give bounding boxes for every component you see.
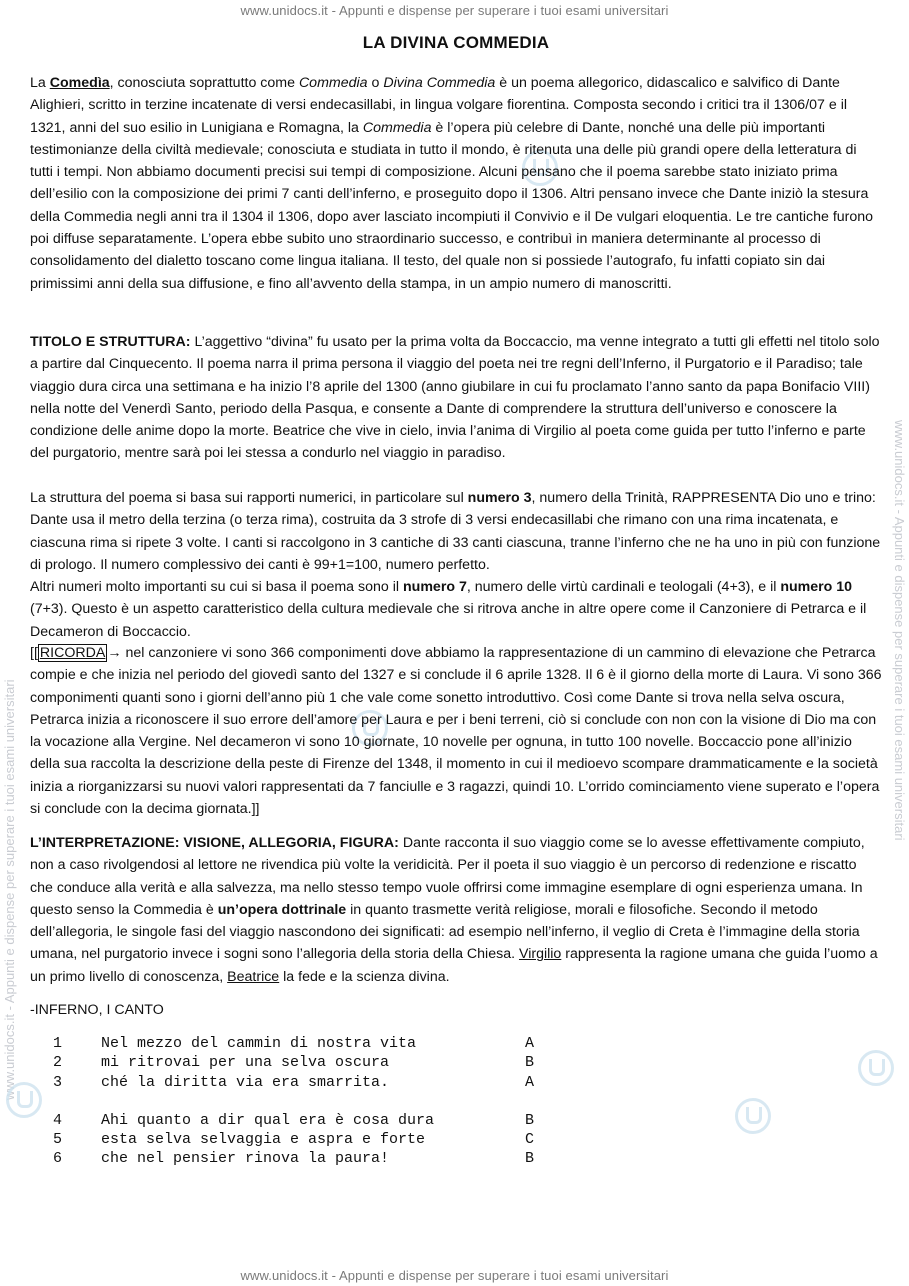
watermark-logo-icon [858, 1050, 894, 1086]
section-heading: L’INTERPRETAZIONE: VISIONE, ALLEGORIA, FIGURA: [30, 835, 399, 851]
watermark-bottom-banner: www.unidocs.it - Appunti e dispense per superare i tuoi esami universitari [240, 1268, 669, 1283]
section-heading: TITOLO E STRUTTURA: [30, 334, 191, 350]
watermark-logo-icon [735, 1098, 771, 1134]
watermark-top-banner: www.unidocs.it - Appunti e dispense per superare i tuoi esami universitari [240, 3, 669, 18]
document-title: LA DIVINA COMMEDIA [362, 33, 550, 52]
titolo-struttura-paragraph: TITOLO E STRUTTURA: L’aggettivo “divina” fu usato per la prima volta da Boccaccio, ma venne integrato a tutti gli effetti nel titolo solo a partire dal Cinquecento. Il poema narra il prima persona il viaggio del poeta nei tre regni dell’Inferno, il Purgatorio e il Paradiso; tale viaggio dura circa una settimana e ha inizio l’8 aprile del 1300 (anno giubilare in cui fu proclamato l’anno santo da papa Bonifacio VIII) nella notte del Venerdì Santo, periodo della Pasqua, e consente a Dante di comprendere la struttura dell’universo e conoscere la condizione delle anime dopo la morte. Beatrice che vive in cielo, invia l’anima di Virgilio al poeta come guida per tutto l’inferno e parte del purgatorio, mentre sarà poi lei stessa a condurlo nel viaggio in paradiso. [30, 334, 880, 462]
comedia-term: Comedìa [49, 75, 110, 91]
watermark-side-right: www.unidocs.it - Appunti e dispense per superare i tuoi esami universitari [892, 420, 907, 841]
interpretazione-paragraph: L’INTERPRETAZIONE: VISIONE, ALLEGORIA, FIGURA: Dante racconta il suo viaggio come se lo avesse effettivamente compiuto, non a caso rivolgendosi al lettore ne rivendica più volte la veridicità. Per il poeta il suo viaggio è un percorso di redenzione e riscatto che conduce alla verità e alla salvezza, ma nello stesso tempo vuole offrirsi come immagine esemplare di ogni esperienza umana. In questo senso la Commedia è un’opera dottrinale in quanto trasmette verità religiose, morali e filosofiche. Secondo il metodo dell’allegoria, le singole fasi del viaggio nascondono dei significati: ad esempio nell’inferno, il veglio di Creta è l’immagine della storia umana, nel purgatorio invece i sogni sono l’allegoria della storia della Chiesa. Virgilio rappresenta la ragione umana che guida l’uomo a un primo livello di conoscenza, Beatrice la fede e la scienza divina. [30, 835, 878, 985]
intro-paragraph: La Comedìa, conosciuta soprattutto come Commedia o Divina Commedia è un poema allegorico, didascalico e salvifico di Dante Alighieri, scritto in terzine incatenate di versi endecasillabi, in lingua volgare fiorentina. Composta secondo i critici tra il 1306/07 e il 1321, anni del suo esilio in Lunigiana e Romagna, la Commedia è l’opera più celebre di Dante, nonché una delle più importanti testimonianze della civiltà medievale; conosciuta e studiata in tutto il mondo, è ritenuta una delle più grandi opere della letteratura di tutti i tempi. Non abbiamo documenti precisi sui tempi di composizione. Alcuni pensano che il poema sarebbe stato iniziato prima dell’esilio con la composizione dei primi 7 canti dell’inferno, e proseguito dopo il 1306. Altri pensano invece che Dante iniziò la stesura della Commedia negli anni tra il 1304 il 1306, dopo aver lasciato incompiuti il Convivio e il De vulgari eloquentia. Le tre cantiche furono poi diffuse separatamente. L’opera ebbe subito uno straordinario successo, e contribuì in maniera determinante al processo di consolidamento del dialetto toscano come lingua italiana. Il testo, del quale non si possiede l’autografo, fu infatti copiato sin dai primissimi anni della sua diffusione, e fino all’avvento della stampa, in un ampio numero di manoscritti. [30, 75, 874, 292]
watermark-logo-icon [6, 1082, 42, 1118]
virgilio-term: Virgilio [518, 946, 562, 963]
watermark-side-left: www.unidocs.it - Appunti e dispense per superare i tuoi esami universitari [2, 679, 17, 1100]
beatrice-term: Beatrice [227, 968, 280, 985]
struttura-paragraph: La struttura del poema si basa sui rapporti numerici, in particolare sul numero 3, numero della Trinità, RAPPRESENTA Dio uno e trino: Dante usa il metro della terzina (o terza rima), costruita da 3 strofe di 3 versi endecasillabi che rimano con una rima incatenata, e ciascuna rima si ripete 3 volte. I canti si raccolgono in 3 cantiche di 33 canti ciascuna, tranne l’inferno che ne ha uno in più con funzione di prologo. Il numero complessivo dei canti è 99+1=100, numero perfetto. [30, 490, 881, 573]
inferno-canto-heading: -INFERNO, I CANTO [30, 1002, 164, 1018]
ricorda-note-paragraph: [[ RICORDA → nel canzoniere vi sono 366 componimenti dove abbiamo la rappresentazione di un cammino di elevazione che Petrarca compie e che inizia nel periodo del giovedì santo del 1327 e si conclude il 6 aprile 1328. Il 6 è il giorno della morte di Laura. Vi sono 366 componimenti quanti sono i giorni dell’anno più 1 che vale come sonetto introduttivo. Così come Dante si trova nella selva oscura, Petrarca inizia a riconoscere il suo errore dell’amore per Laura e per i beni terreni, ciò si conclude con non con la visione di Dio ma con la vocazione alla Vergine. Nel decameron vi sono 10 giornate, 10 novelle per ognuna, in tutto 100 novelle. Boccaccio pone all’inizio della sua raccolta la descrizione della peste di Firenze del 1348, il momento in cui il medioevo scompare drammaticamente e la società inizia a riorganizzarsi su nuovi valori rappresentati da 7 fanciulle e 3 ragazzi, quindi 10. L’orrido cominciamento viene superato e l’opera si conclude con la decima giornata.]] [30, 645, 882, 818]
arrow-icon: → [107, 645, 122, 661]
numeri-paragraph: Altri numeri molto importanti su cui si basa il poema sono il numero 7, numero delle virtù cardinali e teologali (4+3), e il numero 10 (7+3). Questo è un aspetto caratteristico della cultura medievale che si ritrova anche in altre opere come il Canzoniere di Petrarca e il Decameron di Boccaccio. [30, 579, 867, 640]
ricorda-label: RICORDA [39, 645, 106, 661]
